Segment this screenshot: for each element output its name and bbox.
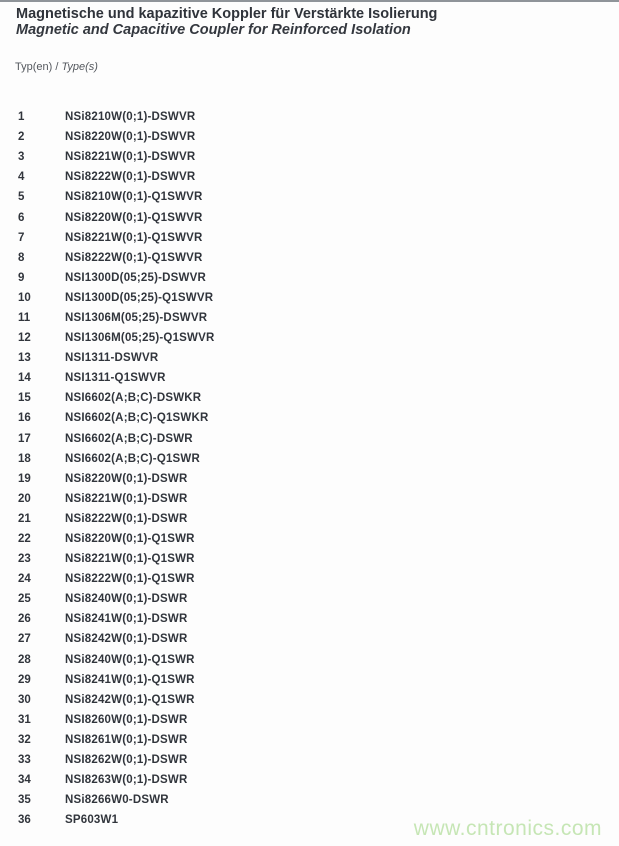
part-row-number: 34 (18, 774, 31, 787)
part-row-number: 3 (18, 151, 25, 164)
part-list-row (0, 127, 619, 147)
part-list-row (0, 288, 619, 308)
part-row-type-name: NSi8222W(0;1)-DSWR (65, 512, 188, 525)
part-list-row (0, 308, 619, 328)
type-label-german: Typ(en) / (15, 61, 59, 73)
part-list-row (0, 228, 619, 248)
part-row-type-name: SP603W1 (65, 814, 119, 827)
part-list-row (0, 670, 619, 690)
part-list-row (0, 569, 619, 589)
part-list-row (0, 529, 619, 549)
part-row-type-name: NSI1300D(05;25)-Q1SWVR (65, 291, 214, 304)
part-row-type-name: NSi8221W(0;1)-Q1SWR (65, 553, 195, 566)
part-row-number: 24 (18, 573, 31, 586)
part-row-type-name: NSI8261W(0;1)-DSWR (65, 733, 188, 746)
part-list-row (0, 750, 619, 770)
part-row-number: 8 (18, 251, 25, 264)
part-row-number: 31 (18, 713, 31, 726)
part-row-number: 7 (18, 231, 25, 244)
part-list-row (0, 268, 619, 288)
part-row-number: 18 (18, 452, 31, 465)
part-list-row (0, 770, 619, 790)
part-row-number: 14 (18, 372, 31, 385)
part-row-type-name: NSi8221W(0;1)-DSWR (65, 492, 188, 505)
part-row-number: 13 (18, 352, 31, 365)
part-list-row (0, 629, 619, 649)
part-row-number: 20 (18, 492, 31, 505)
part-row-type-name: NSi8242W(0;1)-DSWR (65, 633, 188, 646)
part-row-number: 30 (18, 693, 31, 706)
part-row-number: 6 (18, 211, 25, 224)
part-row-number: 22 (18, 533, 31, 546)
part-row-number: 10 (18, 291, 31, 304)
part-row-number: 23 (18, 553, 31, 566)
part-row-type-name: NSi8240W(0;1)-DSWR (65, 593, 188, 606)
part-row-type-name: NSi8220W(0;1)-Q1SWR (65, 533, 195, 546)
part-list-row (0, 429, 619, 449)
part-list-row (0, 368, 619, 388)
part-row-number: 35 (18, 794, 31, 807)
part-row-type-name: NSI6602(A;B;C)-DSWR (65, 432, 193, 445)
page-title-english: Magnetic and Capacitive Coupler for Reinforced Isolation (16, 22, 411, 38)
part-row-type-name: NSI8263W(0;1)-DSWR (65, 774, 188, 787)
part-row-number: 2 (18, 131, 25, 144)
part-list-row (0, 449, 619, 469)
part-row-type-name: NSi8220W(0;1)-Q1SWVR (65, 211, 203, 224)
part-row-number: 28 (18, 653, 31, 666)
part-list-row (0, 650, 619, 670)
part-row-number: 36 (18, 814, 31, 827)
part-row-type-name: NSI8262W(0;1)-DSWR (65, 754, 188, 767)
part-list-row (0, 388, 619, 408)
part-list-row (0, 790, 619, 810)
part-row-type-name: NSI1306M(05;25)-Q1SWVR (65, 332, 215, 345)
part-row-type-name: NSI1311-Q1SWVR (65, 372, 166, 385)
page-title-german: Magnetische und kapazitive Koppler für Verstärkte Isolierung (16, 6, 438, 22)
part-row-number: 26 (18, 613, 31, 626)
parts-list (0, 107, 619, 830)
part-list-row (0, 690, 619, 710)
part-row-type-name: NSi8240W(0;1)-Q1SWR (65, 653, 195, 666)
part-list-row (0, 408, 619, 428)
part-row-number: 9 (18, 271, 25, 284)
part-row-number: 1 (18, 111, 25, 124)
part-row-type-name: NSI1306M(05;25)-DSWVR (65, 311, 208, 324)
part-row-type-name: NSi8210W(0;1)-Q1SWVR (65, 191, 203, 204)
part-row-type-name: NSi8220W(0;1)-DSWVR (65, 131, 196, 144)
part-row-type-name: NSI8260W(0;1)-DSWR (65, 713, 188, 726)
part-row-number: 16 (18, 412, 31, 425)
part-row-type-name: NSi8221W(0;1)-DSWVR (65, 151, 196, 164)
part-row-type-name: NSi8241W(0;1)-DSWR (65, 613, 188, 626)
part-list-row (0, 328, 619, 348)
type-label (15, 61, 98, 73)
part-list-row (0, 207, 619, 227)
part-row-number: 33 (18, 754, 31, 767)
part-row-type-name: NSI1311-DSWVR (65, 352, 159, 365)
part-row-number: 12 (18, 332, 31, 345)
part-list-row (0, 167, 619, 187)
part-row-number: 15 (18, 392, 31, 405)
part-row-number: 4 (18, 171, 25, 184)
part-row-type-name: NSi8241W(0;1)-Q1SWR (65, 673, 195, 686)
part-row-type-name: NSI6602(A;B;C)-Q1SWKR (65, 412, 209, 425)
part-row-type-name: NSi8220W(0;1)-DSWR (65, 472, 188, 485)
part-list-row (0, 589, 619, 609)
part-list-row (0, 489, 619, 509)
part-row-number: 11 (18, 311, 31, 324)
part-row-type-name: NSi8222W(0;1)-Q1SWVR (65, 251, 203, 264)
part-row-number: 32 (18, 733, 31, 746)
part-list-row (0, 469, 619, 489)
page-top-edge (0, 0, 619, 2)
part-row-type-name: NSi8222W(0;1)-DSWVR (65, 171, 196, 184)
part-row-number: 25 (18, 593, 31, 606)
part-row-type-name: NSi8221W(0;1)-Q1SWVR (65, 231, 203, 244)
part-list-row (0, 147, 619, 167)
part-row-type-name: NSI1300D(05;25)-DSWVR (65, 271, 206, 284)
part-list-row (0, 609, 619, 629)
type-label-english: Type(s) (61, 61, 98, 73)
part-row-type-name: NSi8222W(0;1)-Q1SWR (65, 573, 195, 586)
part-list-row (0, 710, 619, 730)
watermark-text: www.cntronics.com (413, 817, 602, 840)
part-row-type-name: NSI6602(A;B;C)-DSWKR (65, 392, 202, 405)
part-row-number: 5 (18, 191, 25, 204)
part-row-number: 29 (18, 673, 31, 686)
part-list-row (0, 549, 619, 569)
part-list-row (0, 248, 619, 268)
part-row-number: 21 (18, 512, 31, 525)
part-row-number: 27 (18, 633, 31, 646)
part-list-row (0, 187, 619, 207)
part-list-row (0, 348, 619, 368)
part-row-type-name: NSI6602(A;B;C)-Q1SWR (65, 452, 200, 465)
part-row-type-name: NSi8210W(0;1)-DSWVR (65, 111, 196, 124)
part-row-number: 17 (18, 432, 31, 445)
part-list-row (0, 509, 619, 529)
part-row-number: 19 (18, 472, 31, 485)
part-row-type-name: NSi8266W0-DSWR (65, 794, 169, 807)
part-list-row (0, 730, 619, 750)
part-row-type-name: NSi8242W(0;1)-Q1SWR (65, 693, 195, 706)
part-list-row (0, 107, 619, 127)
